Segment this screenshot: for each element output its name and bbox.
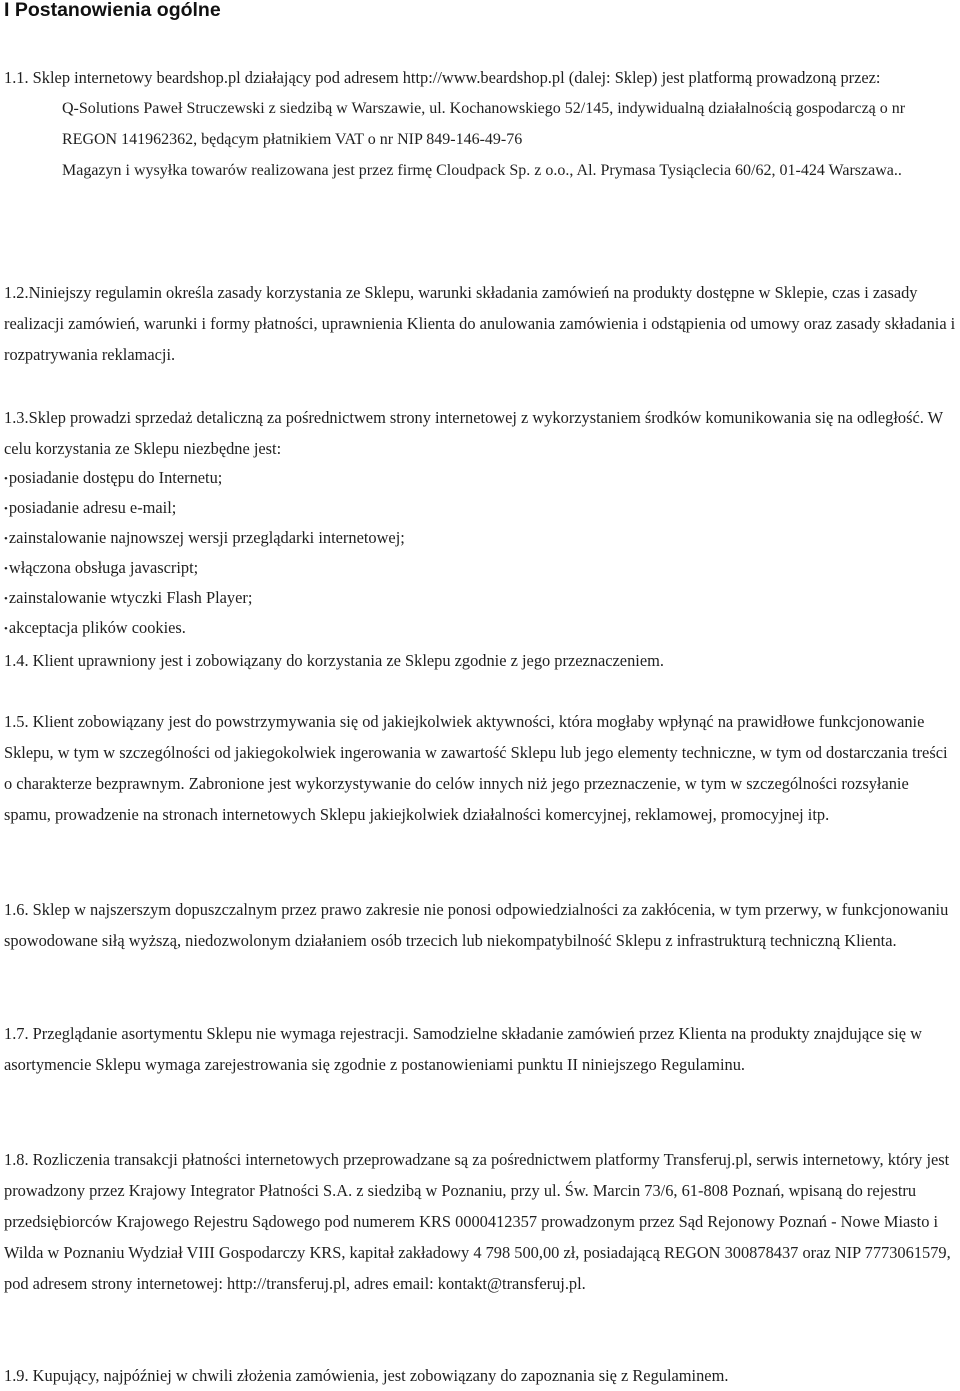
company-details: Q-Solutions Paweł Struczewski z siedzibą w Warszawie, ul. Kochanowskiego 52/145, indywidualną działalnością gospodarczą o nr REGON 141962362, będącym płatnikiem VAT o nr NIP 849-146-49-76 — [62, 100, 906, 148]
clause-1-2: 1.2.Niniejszy regulamin określa zasady korzystania ze Sklepu, warunki składania zamówień na produkty dostępne w Sklepie, czas i zasady realizacji zamówień, warunki i formy płatności, uprawnienia Klienta do anulowania zamówienia i odstąpienia od umowy oraz zasady składania i rozpatrywania reklamacji. — [4, 283, 956, 364]
clause-1-1-lead: 1.1. Sklep internetowy beardshop.pl działający pod adresem http://www.beardshop.pl (dalej: Sklep) jest platformą prowadzoną przez: — [4, 68, 881, 87]
list-item: • zainstalowanie najnowszej wersji przeglądarki internetowej; — [4, 524, 956, 554]
clause-1-4: 1.4. Klient uprawniony jest i zobowiązany do korzystania ze Sklepu zgodnie z jego przeznaczeniem. — [4, 651, 664, 670]
clause-1-3 — [4, 402, 956, 644]
list-item: • posiadanie dostępu do Internetu; — [4, 464, 956, 494]
clause-1-1 — [4, 62, 956, 186]
list-item: • zainstalowanie wtyczki Flash Player; — [4, 584, 956, 614]
section-heading: I Postanowienia ogólne — [4, 0, 221, 21]
logistics-details: Magazyn i wysyłka towarów realizowana jest przez firmę Cloudpack Sp. z o.o., Al. Prymasa Tysiąclecia 60/62, 01-424 Warszawa.. — [62, 162, 902, 179]
clause-1-9: 1.9. Kupujący, najpóźniej w chwili złożenia zamówienia, jest zobowiązany do zapoznania się z Regulaminem. — [4, 1366, 729, 1385]
clause-1-3-lead: 1.3.Sklep prowadzi sprzedaż detaliczną za pośrednictwem strony internetowej z wykorzystaniem środków komunikowania się na odległość. W celu korzystania ze Sklepu niezbędne jest: — [4, 408, 943, 458]
list-item: • posiadanie adresu e-mail; — [4, 494, 956, 524]
clause-1-5: 1.5. Klient zobowiązany jest do powstrzymywania się od jakiejkolwiek aktywności, która mogłaby wpłynąć na prawidłowe funkcjonowanie Sklepu, w tym w szczególności od jakiegokolwiek ingerowania w zawartość Sklepu lub jego elementy techniczne, w tym od dostarczania treści o charakterze bezprawnym. Zabronione jest wykorzystywanie do celów innych niż jego przeznaczenie, w tym w szczególności rozsyłanie spamu, prowadzenie na stronach internetowych Sklepu jakiejkolwiek działalności komercyjnej, reklamowej, promocyjnej itp. — [4, 712, 948, 824]
list-item: • akceptacja plików cookies. — [4, 614, 956, 644]
clause-1-6: 1.6. Sklep w najszerszym dopuszczalnym przez prawo zakresie nie ponosi odpowiedzialności za zakłócenia, w tym przerwy, w funkcjonowaniu spowodowane siłą wyższą, niedozwolonym działaniem osób trzecich lub niekompatybilność Sklepu z infrastrukturą techniczną Klienta. — [4, 900, 949, 950]
clause-1-7: 1.7. Przeglądanie asortymentu Sklepu nie wymaga rejestracji. Samodzielne składanie zamówień przez Klienta na produkty znajdujące się w asortymencie Sklepu wymaga zarejestrowania się zgodnie z postanowieniami punktu II niniejszego Regulaminu. — [4, 1024, 923, 1074]
requirements-list — [4, 464, 956, 644]
list-item: • włączona obsługa javascript; — [4, 554, 956, 584]
clause-1-8: 1.8. Rozliczenia transakcji płatności internetowych przeprowadzane są za pośrednictwem platformy Transferuj.pl, serwis internetowy, który jest prowadzony przez Krajowy Integrator Płatności S.A. z siedzibą w Poznaniu, przy ul. Św. Marcin 73/6, 61-808 Poznań, wpisaną do rejestru przedsiębiorców Krajowego Rejestru Sądowego pod numerem KRS 0000412357 prowadzonym przez Sąd Rejonowy Poznań - Nowe Miasto i Wilda w Poznaniu Wydział VIII Gospodarczy KRS, kapitał zakładowy 4 798 500,00 zł, posiadającą REGON 300878437 oraz NIP 7773061579, pod adresem strony internetowej: http://transferuj.pl, adres email: kontakt@transferuj.pl. — [4, 1150, 951, 1293]
